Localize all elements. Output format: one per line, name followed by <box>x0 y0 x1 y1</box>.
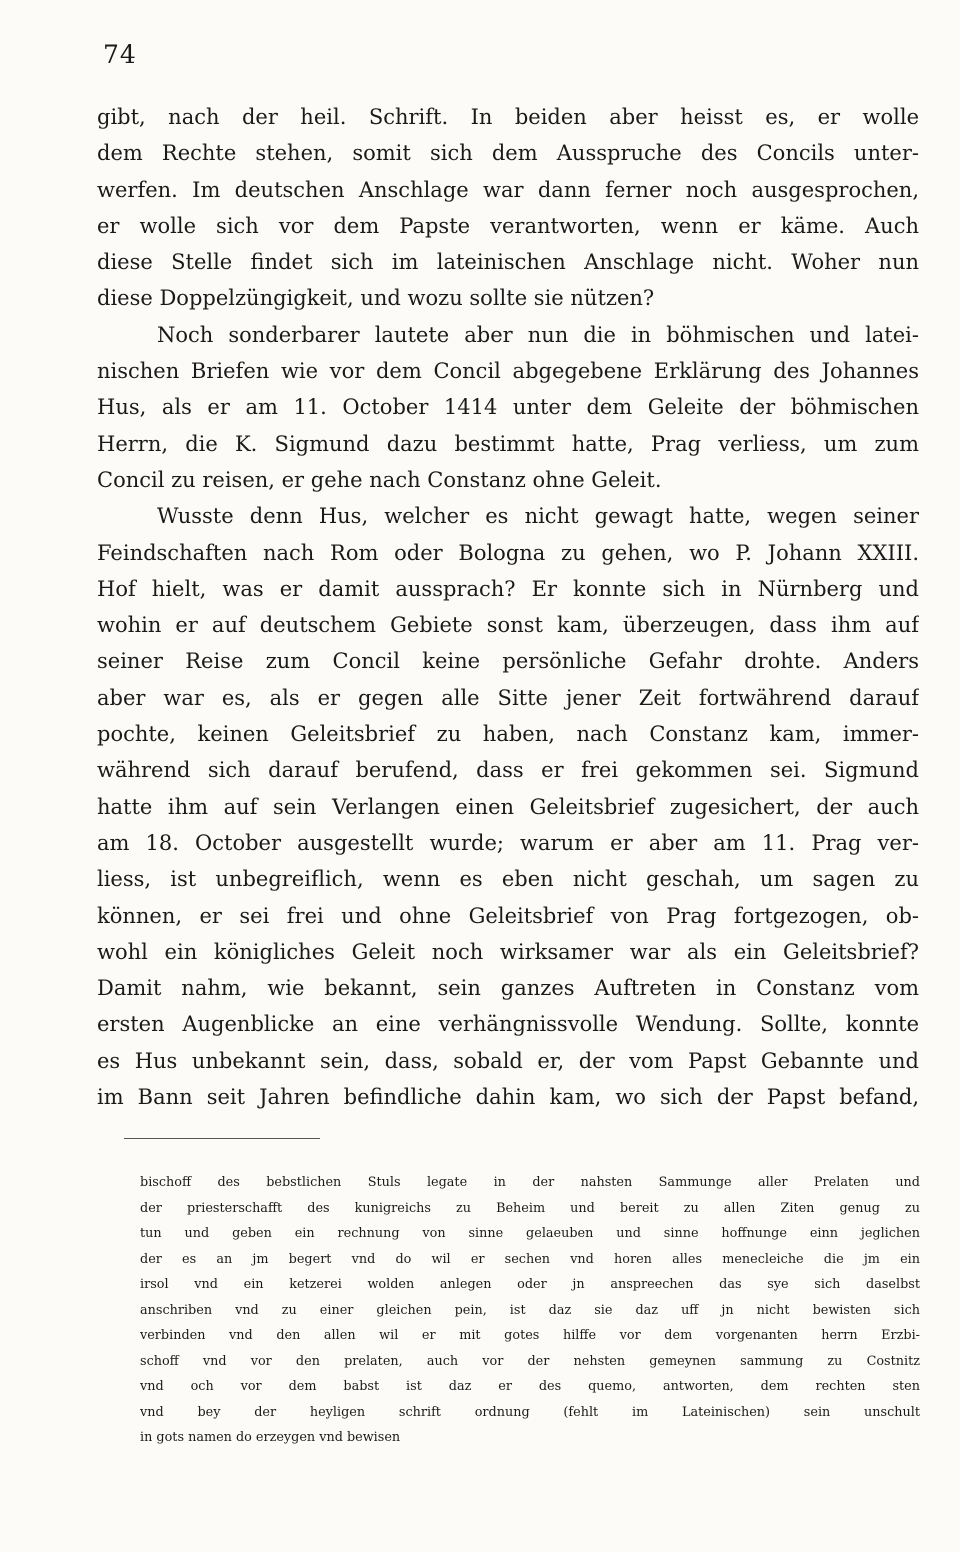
text-line: Noch sonderbarer lautete aber nun die in böhmischen und latei- <box>157 322 919 347</box>
text-line: es Hus unbekannt sein, dass, sobald er, der vom Papst Gebannte und <box>97 1048 919 1073</box>
footnote-line: vnd och vor dem babst ist daz er des quemo, antworten, dem rechten sten <box>140 1379 920 1394</box>
text-line: Feindschaften nach Rom oder Bologna zu gehen, wo P. Johann XXIII. <box>97 540 919 565</box>
text-line: hatte ihm auf sein Verlangen einen Geleitsbrief zugesichert, der auch <box>97 794 919 819</box>
footnote-line: der es an jm begert vnd do wil er sechen vnd horen alles menecleiche die jm ein <box>140 1251 920 1267</box>
text-line: er wolle sich vor dem Papste verantworten, wenn er käme. Auch <box>97 213 919 238</box>
text-line: während sich darauf berufend, dass er frei gekommen sei. Sigmund <box>97 758 919 783</box>
text-line: Herrn, die K. Sigmund dazu bestimmt hatte, Prag verliess, um zum <box>97 431 919 456</box>
text-line: liess, ist unbegreiflich, wenn es eben nicht geschah, um sagen zu <box>97 867 919 892</box>
text-line: gibt, nach der heil. Schrift. In beiden aber heisst es, er wolle <box>97 105 919 129</box>
text-line: Damit nahm, wie bekannt, sein ganzes Auftreten in Constanz vom <box>97 976 919 1001</box>
text-line: werfen. Im deutschen Anschlage war dann ferner noch ausgesprochen, <box>97 177 919 202</box>
footnote-line: verbinden vnd den allen wil er mit gotes hilffe vor dem vorgenanten herrn Erzbi- <box>140 1328 920 1343</box>
text-line: seiner Reise zum Concil keine persönliche Gefahr drohte. Anders <box>97 649 919 674</box>
text-line: Hof hielt, was er damit aussprach? Er konnte sich in Nürnberg und <box>97 576 919 601</box>
text-line: können, er sei frei und ohne Geleitsbrief von Prag fortgezogen, ob- <box>97 903 919 928</box>
footnote-line: vnd bey der heyligen schrift ordnung (fehlt im Lateinischen) sein unschult <box>140 1404 920 1420</box>
footnote <box>140 1170 920 1451</box>
text-line: im Bann seit Jahren befindliche dahin kam, wo sich der Papst befand, <box>97 1085 919 1110</box>
text-line: Wusste denn Hus, welcher es nicht gewagt hatte, wegen seiner <box>157 504 919 529</box>
footnote-line: in gots namen do erzeygen vnd bewisen <box>140 1430 401 1445</box>
footnote-line: bischoff des bebstlichen Stuls legate in der nahsten Sammunge aller Prelaten und <box>140 1175 920 1190</box>
text-line: pochte, keinen Geleitsbrief zu haben, nach Constanz kam, immer- <box>97 722 919 747</box>
text-line: am 18. October ausgestellt wurde; warum er aber am 11. Prag ver- <box>97 830 919 855</box>
footnote-line: der priesterschafft des kunigreichs zu Beheim und bereit zu allen Ziten genug zu <box>140 1200 920 1216</box>
main-text <box>97 99 919 1115</box>
footnote-line: schoff vnd vor den prelaten, auch vor der nehsten gemeynen sammung zu Costnitz <box>140 1353 920 1369</box>
text-line: nischen Briefen wie vor dem Concil abgegebene Erklärung des Johannes <box>97 359 919 384</box>
text-line: wohl ein königliches Geleit noch wirksamer war als ein Geleitsbrief? <box>97 939 919 964</box>
text-line: dem Rechte stehen, somit sich dem Ausspruche des Concils unter- <box>97 141 919 166</box>
footnote-line: irsol vnd ein ketzerei wolden anlegen oder jn anspreechen das sye sich daselbst <box>140 1277 920 1292</box>
text-line: Hus, als er am 11. October 1414 unter dem Geleite der böhmischen <box>97 395 919 420</box>
footnote-line: anschriben vnd zu einer gleichen pein, ist daz sie daz uff jn nicht bewisten sich <box>140 1302 920 1318</box>
page-number: 74 <box>103 40 137 69</box>
footnote-line: tun und geben ein rechnung von sinne gelaeuben und sinne hoffnunge einn jeglichen <box>140 1226 920 1241</box>
text-line: diese Doppelzüngigkeit, und wozu sollte sie nützen? <box>97 286 655 311</box>
text-line: diese Stelle findet sich im lateinischen Anschlage nicht. Woher nun <box>97 250 919 275</box>
text-line: Concil zu reisen, er gehe nach Constanz ohne Geleit. <box>97 467 662 492</box>
text-line: wohin er auf deutschem Gebiete sonst kam, überzeugen, dass ihm auf <box>97 613 919 638</box>
text-line: ersten Augenblicke an eine verhängnissvolle Wendung. Sollte, konnte <box>97 1012 919 1037</box>
text-line: aber war es, als er gegen alle Sitte jener Zeit fortwährend darauf <box>97 685 919 710</box>
footnote-rule <box>124 1138 320 1139</box>
